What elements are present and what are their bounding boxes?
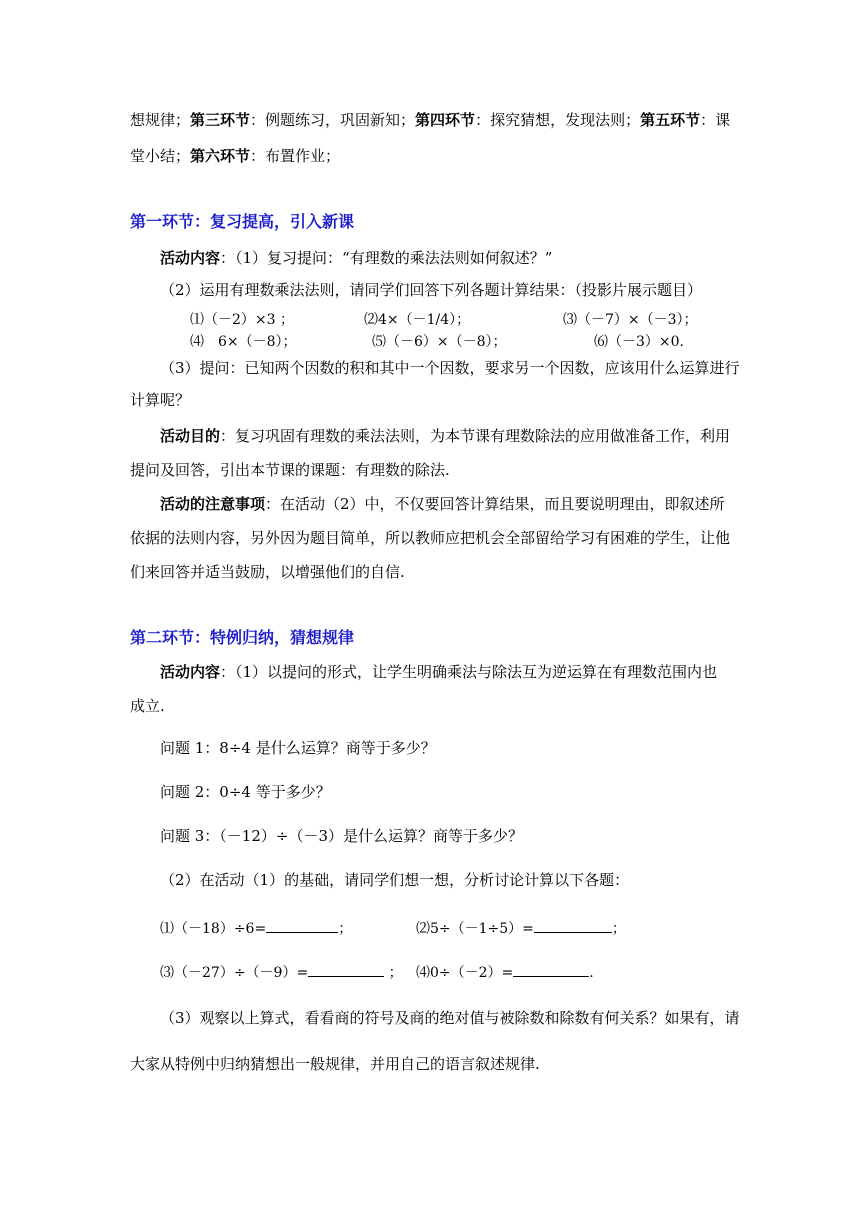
problem-5: ⑸（－6）×（－8）； <box>372 334 507 350</box>
observation-line-2: 大家从特例中归纳猜想出一般规律，并用自己的语言叙述规律. <box>130 1055 540 1073</box>
exercise-3: ⑶（－27）÷（－9）= ； <box>160 962 403 982</box>
observation-line-1: （3）观察以上算式，看看商的符号及商的绝对值与被除数和除数有何关系？如果有，请 <box>160 1009 740 1027</box>
problem-2: ⑵4×（－1/4）； <box>364 312 471 328</box>
section-1-content-line-3a: （3）提问：已知两个因数的积和其中一个因数，要求另一个因数，应该用什么运算进行 <box>160 359 740 377</box>
answer-blank-3 <box>308 962 384 977</box>
problem-4: ⑷ 6×（－8）； <box>190 334 297 350</box>
intro-line-2: 堂小结；第六环节：布置作业； <box>130 147 341 165</box>
problem-1: ⑴（－2）×3 ； <box>190 312 294 328</box>
section-1-heading: 第一环节：复习提高，引入新课 <box>130 212 355 231</box>
section-1-purpose-line-1: 活动目的：复习巩固有理数的乘法法则，为本节课有理数除法的应用做准备工作，利用 <box>160 427 731 445</box>
answer-blank-4 <box>513 962 589 977</box>
section-2-heading: 第二环节：特例归纳，猜想规律 <box>130 628 355 647</box>
section-2-content-line-1: 活动内容：（1）以提问的形式，让学生明确乘法与除法互为逆运算在有理数范围内也 <box>160 663 718 681</box>
answer-blank-1 <box>266 918 338 933</box>
question-2: 问题 2：0÷4 等于多少？ <box>160 783 331 801</box>
section-1-notes-line-3: 们来回答并适当鼓励，以增强他们的自信. <box>130 563 405 581</box>
intro-line-1: 想规律；第三环节：例题练习，巩固新知；第四环节：探究猜想，发现法则；第五环节：课 <box>130 111 731 129</box>
section-1-content-line-3b: 计算呢？ <box>130 391 191 409</box>
section-1-notes-line-1: 活动的注意事项：在活动（2）中，不仅要回答计算结果，而且要说明理由，即叙述所 <box>160 495 725 513</box>
problem-3: ⑶（－7）×（－3）； <box>563 312 698 328</box>
section-1-purpose-line-2: 提问及回答，引出本节课的课题：有理数的除法. <box>130 461 450 479</box>
answer-blank-2 <box>534 918 612 933</box>
problem-6: ⑹（－3）×0. <box>594 334 684 350</box>
exercise-4: ⑷0÷（－2）= . <box>416 962 594 982</box>
section-1-content-line-2: （2）运用有理数乘法法则，请同学们回答下列各题计算结果：（投影片展示题目） <box>160 281 703 299</box>
exercise-2: ⑵5÷（－1÷5）= ； <box>416 918 626 938</box>
question-1: 问题 1：8÷4 是什么运算？商等于多少？ <box>160 739 436 757</box>
section-1-notes-line-2: 依据的法则内容，另外因为题目简单，所以教师应把机会全部留给学习有困难的学生，让他 <box>130 529 731 547</box>
exercise-1: ⑴（－18）÷6= ； <box>160 918 352 938</box>
section-1-content-line-1: 活动内容：（1）复习提问：“有理数的乘法法则如何叙述？” <box>160 249 553 267</box>
section-2-content-line-2: 成立. <box>130 697 165 715</box>
question-3: 问题 3：（－12）÷（－3）是什么运算？商等于多少？ <box>160 827 524 845</box>
activity-2-line: （2）在活动（1）的基础，请同学们想一想，分析讨论计算以下各题： <box>160 871 630 889</box>
